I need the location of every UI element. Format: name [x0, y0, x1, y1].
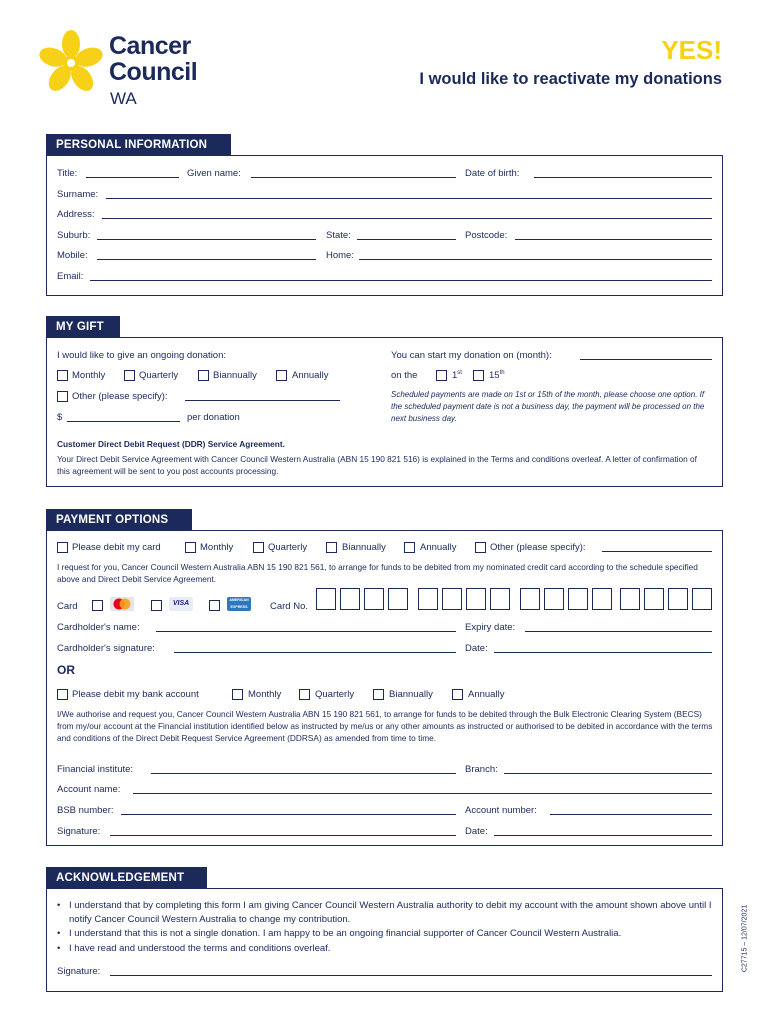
surname-field[interactable]: [106, 198, 712, 199]
card-digit[interactable]: [340, 588, 360, 610]
dob-field[interactable]: [534, 177, 712, 178]
mobile-field[interactable]: [97, 259, 316, 260]
branch-label: Branch:: [465, 764, 498, 775]
bank-biannually-label: Biannually: [389, 689, 433, 700]
schedule-note: Scheduled payments are made on 1st or 15th of the month, please choose one option. If the scheduled payment date is not a business day, the payment will be processed on the next business day.: [391, 390, 705, 423]
cardholder-signature-label: Cardholder's signature:: [57, 643, 155, 654]
card-digit[interactable]: [520, 588, 540, 610]
annually-checkbox[interactable]: [276, 370, 287, 381]
surname-label: Surname:: [57, 189, 99, 200]
given-name-label: Given name:: [187, 168, 241, 179]
account-name-field[interactable]: [133, 793, 712, 794]
expiry-label: Expiry date:: [465, 622, 516, 633]
card-digit[interactable]: [388, 588, 408, 610]
card-other-field[interactable]: [602, 551, 712, 552]
ack-item: • I understand that by completing this form I am giving Cancer Council Western Australia authority to debit my account with the amount shown above until I notify Cancer Council Western Australia to change my contribution.: [57, 900, 712, 925]
card-date-field[interactable]: [494, 652, 712, 653]
mastercard-icon: [110, 597, 134, 611]
bank-monthly-checkbox[interactable]: [232, 689, 243, 700]
logo: [36, 30, 216, 112]
bank-signature-field[interactable]: [110, 835, 456, 836]
card-digit[interactable]: [466, 588, 486, 610]
dollar-sign: $: [57, 412, 63, 423]
card-digit[interactable]: [316, 588, 336, 610]
bank-annually-label: Annually: [468, 689, 505, 700]
address-field[interactable]: [102, 218, 712, 219]
cardholder-name-field[interactable]: [156, 631, 456, 632]
debit-bank-checkbox[interactable]: [57, 689, 68, 700]
payment-header: PAYMENT OPTIONS: [46, 509, 192, 531]
address-label: Address:: [57, 209, 95, 220]
card-request-text: I request for you, Cancer Council Western Australia ABN 15 190 821 561, to arrange for funds to be debited from my nominated credit card according to the schedule specified above and Direct Debit Service Agreement.: [57, 562, 698, 584]
card-digit[interactable]: [644, 588, 664, 610]
or-divider: OR: [57, 663, 75, 677]
card-other-checkbox[interactable]: [475, 542, 486, 553]
card-other-label: Other (please specify):: [490, 542, 586, 553]
debit-bank-label: Please debit my bank account: [72, 689, 199, 700]
bsb-field[interactable]: [121, 814, 456, 815]
other-field[interactable]: [185, 400, 340, 401]
given-name-field[interactable]: [251, 177, 456, 178]
dob-label: Date of birth:: [465, 168, 520, 179]
card-number-boxes: [316, 588, 716, 612]
personal-header: PERSONAL INFORMATION: [46, 134, 231, 156]
card-digit[interactable]: [364, 588, 384, 610]
bullet: •: [57, 928, 61, 939]
monthly-checkbox[interactable]: [57, 370, 68, 381]
bsb-label: BSB number:: [57, 805, 114, 816]
amount-field[interactable]: [67, 421, 180, 422]
gift-header: MY GIFT: [46, 316, 120, 338]
bank-biannually-checkbox[interactable]: [373, 689, 384, 700]
card-digit[interactable]: [620, 588, 640, 610]
biannually-label: Biannually: [213, 370, 257, 381]
cardholder-signature-field[interactable]: [174, 652, 456, 653]
monthly-label: Monthly: [72, 370, 106, 381]
other-checkbox[interactable]: [57, 391, 68, 402]
daffodil-icon: [36, 30, 106, 96]
ddr-title: Customer Direct Debit Request (DDR) Service Agreement.: [57, 439, 285, 449]
card-label: Card: [57, 601, 78, 612]
mastercard-checkbox[interactable]: [92, 600, 103, 611]
cardholder-name-label: Cardholder's name:: [57, 622, 140, 633]
quarterly-label: Quarterly: [139, 370, 179, 381]
fifteenth-checkbox[interactable]: [473, 370, 484, 381]
form-code: C27715 – 12/07/2021: [741, 904, 749, 973]
per-donation-label: per donation: [187, 412, 240, 423]
postcode-label: Postcode:: [465, 230, 508, 241]
card-monthly-checkbox[interactable]: [185, 542, 196, 553]
bullet: •: [57, 900, 61, 911]
debit-card-checkbox[interactable]: [57, 542, 68, 553]
page-subtitle: I would like to reactivate my donations: [419, 70, 722, 88]
ack-list: [57, 899, 717, 955]
state-field[interactable]: [357, 239, 456, 240]
ack-signature-field[interactable]: [110, 975, 712, 976]
card-digit[interactable]: [668, 588, 688, 610]
annually-label: Annually: [292, 370, 329, 381]
biannually-checkbox[interactable]: [198, 370, 209, 381]
financial-label: Financial institute:: [57, 764, 134, 775]
brand-line3: WA: [110, 89, 137, 108]
card-annually-checkbox[interactable]: [404, 542, 415, 553]
quarterly-checkbox[interactable]: [124, 370, 135, 381]
start-month-field[interactable]: [580, 359, 712, 360]
yes-heading: YES!: [661, 35, 722, 65]
bank-annually-checkbox[interactable]: [452, 689, 463, 700]
bank-signature-label: Signature:: [57, 826, 101, 837]
card-date-label: Date:: [465, 643, 488, 654]
card-digit[interactable]: [490, 588, 510, 610]
card-annually-label: Annually: [420, 542, 457, 553]
account-number-label: Account number:: [465, 805, 537, 816]
fifteenth-label: 15th: [489, 370, 505, 382]
first-label: 1st: [452, 370, 462, 382]
other-label: Other (please specify):: [72, 391, 168, 402]
ack-signature-label: Signature:: [57, 966, 101, 977]
debit-card-label: Please debit my card: [72, 542, 161, 553]
email-label: Email:: [57, 271, 84, 282]
brand-line1: Cancer: [109, 32, 191, 60]
account-number-field[interactable]: [550, 814, 712, 815]
financial-field[interactable]: [151, 773, 456, 774]
branch-field[interactable]: [504, 773, 712, 774]
start-month-label: You can start my donation on (month):: [391, 350, 552, 361]
bank-quarterly-checkbox[interactable]: [299, 689, 310, 700]
amex-icon: AMERICAN EXPRESS: [227, 597, 251, 611]
expiry-field[interactable]: [525, 631, 712, 632]
email-field[interactable]: [90, 280, 712, 281]
card-digit[interactable]: [568, 588, 588, 610]
suburb-field[interactable]: [97, 239, 316, 240]
title-field[interactable]: [86, 177, 179, 178]
account-name-label: Account name:: [57, 784, 121, 795]
card-quarterly-label: Quarterly: [268, 542, 308, 553]
state-label: State:: [326, 230, 351, 241]
home-label: Home:: [326, 250, 354, 261]
first-checkbox[interactable]: [436, 370, 447, 381]
postcode-field[interactable]: [515, 239, 712, 240]
on-the-label: on the: [391, 370, 418, 381]
suburb-label: Suburb:: [57, 230, 91, 241]
card-monthly-label: Monthly: [200, 542, 234, 553]
card-biannually-label: Biannually: [342, 542, 386, 553]
bank-date-label: Date:: [465, 826, 488, 837]
ack-item: • I understand that this is not a single donation. I am happy to be an ongoing financial supporter of Cancer Council Western Australia.: [57, 928, 622, 939]
visa-checkbox[interactable]: [151, 600, 162, 611]
bank-monthly-label: Monthly: [248, 689, 282, 700]
visa-icon: VISA: [169, 597, 193, 611]
amex-checkbox[interactable]: [209, 600, 220, 611]
card-digit[interactable]: [418, 588, 438, 610]
card-quarterly-checkbox[interactable]: [253, 542, 264, 553]
ack-item: • I have read and understood the terms and conditions overleaf.: [57, 942, 331, 954]
give-label: I would like to give an ongoing donation:: [57, 350, 227, 361]
card-digit[interactable]: [692, 588, 712, 610]
card-biannually-checkbox[interactable]: [326, 542, 337, 553]
bank-authorisation-text: I/We authorise and request you, Cancer Council Western Australia ABN 15 190 821 561, to arrange for funds to be debited through the Bulk Electronic Clearing System (BECS) from my/our account at the Financial institution identified below as instructed by me/us or any other amounts as instructed or authorised to be debited in accordance with the terms and conditions of the Direct Debit Request Service Agreement (DDRSA) as amended from time to time.: [57, 709, 713, 743]
card-digit[interactable]: [544, 588, 564, 610]
mobile-label: Mobile:: [57, 250, 88, 261]
bank-quarterly-label: Quarterly: [315, 689, 355, 700]
bullet: •: [57, 942, 61, 954]
card-digit[interactable]: [592, 588, 612, 610]
brand-line2: Council: [109, 58, 198, 86]
ack-header: ACKNOWLEDGEMENT: [46, 867, 207, 889]
card-no-label: Card No.: [270, 601, 309, 612]
ddr-text: Your Direct Debit Service Agreement with Cancer Council Western Australia (ABN 15 190 821 516) is explained in the Terms and conditions overleaf. A letter of confirmation of this agreement will be sent to you post accounts processing.: [57, 454, 697, 476]
bank-date-field[interactable]: [494, 835, 712, 836]
home-field[interactable]: [359, 259, 712, 260]
title-label: Title:: [57, 168, 78, 179]
card-digit[interactable]: [442, 588, 462, 610]
